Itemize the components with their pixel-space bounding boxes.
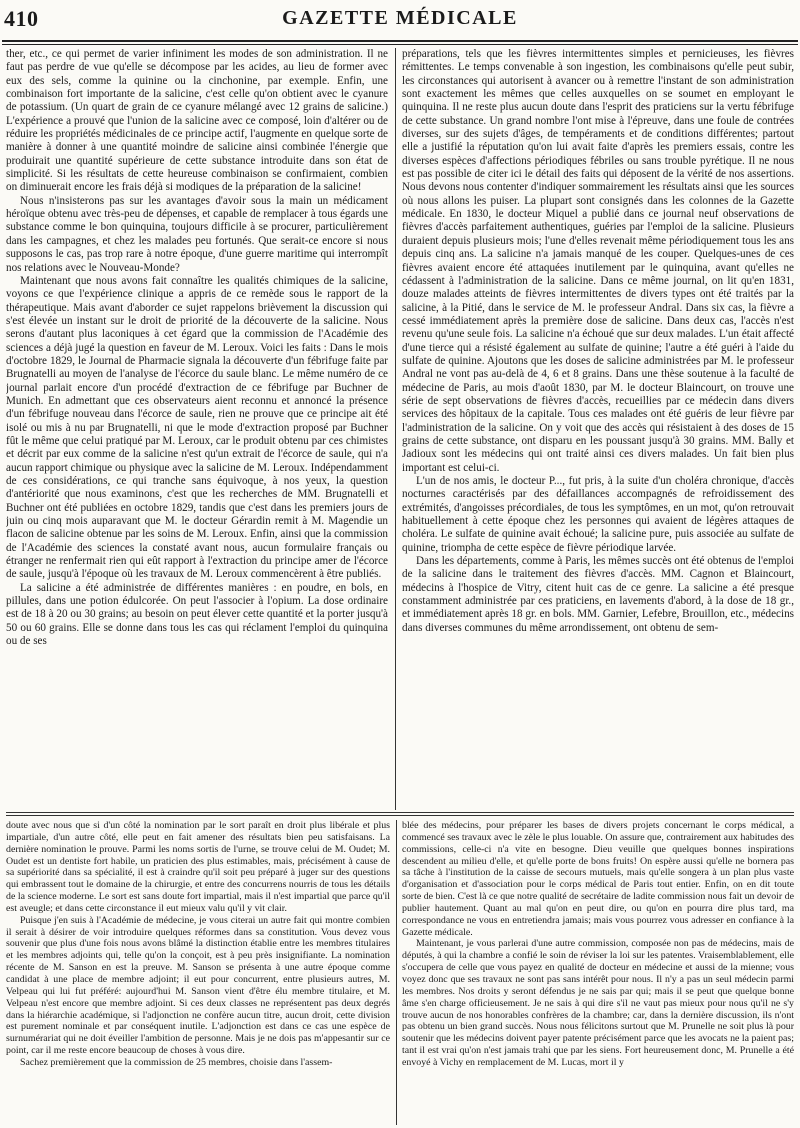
paragraph: Puisque j'en suis à l'Académie de médecine, je vous citerai un autre fait qui montre combien il serait à désirer de voir introduire quelques réformes dans sa constitution. Vous devez vous souvenir que plus d'une fois nous avons blâmé la distinction établie entre les membres titulaires et les membres adjoints qui, telle qu'on la conçoit, est à peu près insignifiante. La nomination récente de M. Sanson en est la preuve. M. Sanson se présenta à une autre époque comme candidat à une place de membre adjoint; il eut pour concurrent, entre plusieurs autres, M. Velpeau qui lui fut préféré: aujourd'hui M. Sanson vient d'être élu membre titulaire, et M. Velpeau n'est encore que membre adjoint. Si ces deux classes ne représentent pas deux degrés dans la hiérarchie académique, si l'adjonction ne confère aucun titre, aucun droit, cette division est purement nominale et par conséquent inutile. L'adjonction est dans ce cas une espèce de surnumérariat qui ne doit éveiller l'ambition de personne. Mais je ne dois pas m'appesantir sur ce point, car il me reste encore beaucoup de choses à vous dire. (6, 914, 390, 1057)
paragraph: Sachez premièrement que la commission de 25 membres, choisie dans l'assem- (20, 1056, 333, 1068)
paragraph: L'un de nos amis, le docteur P..., fut pris, à la suite d'un choléra chronique, d'accès nocturnes caractérisés par des défaillances accompagnés de refroidissement des extrémités, d'angoisses précordiales, de tous les symptômes, en un mot, qu'on retrouvait habituellement à cette époque chez les personnes qui avaient de légères attaques de choléra. Le sulfate de quinine avait échoué; la salicine pure, puis associée au sulfate de quinine, triompha de cette espèce de fièvre périodique larvée. (402, 475, 794, 554)
header-rule (2, 40, 798, 42)
paragraph: blée des médecins, pour préparer les bases de divers projets concernant le corps médical, a commencé ses travaux avec le zèle le plus louable. On assure que, contrairement aux habitudes des commissions, celle-ci n'a vite en besogne. Dieu veuille que quelques bonnes inspirations descendent au milieu d'elle, et qu'elle porte de bons fruits! On espère aussi qu'elle ne bornera pas sa tâche à l'institution de la caisse de secours mutuels, mais qu'elle songera à un plan plus vaste d'organisation et d'association pour le corps médical de Paris tout entier. Enfin, on en dit toute sorte de bien. C'est là ce que notre qualité de secrétaire de ladite commission nous fait un devoir de publier hautement. Quant au mal qu'on en peut dire, ou qu'on en pourra dire plus tard, ma correspondance ne vous en entretiendra jamais; mais vous pourrez vous adresser en confiance à la Gazette médicale. (402, 820, 794, 938)
paragraph: doute avec nous que si d'un côté la nomination par le sort paraît en droit plus libérale et plus impartiale, d'un autre côté, elle peut en fait amener des résultats bien peu satisfaisans. La dernière nomination le prouve. Parmi les noms sortis de l'urne, se trouve celui de M. Oudet; M. Oudet est un dentiste fort habile, un praticien des plus estimables, mais, précisément à cause de sa supériorité dans sa spécialité, il est à craindre qu'il soit peu préparé à juger sur des questions qui embrassent tout le domaine de la chirurgie, et entre des concurrens nourris de tous les détails de la science moderne. Le sort est sans doute fort impartial, mais il n'est impartial que parce qu'il est aveugle; et dans cette circonstance il eut mieux valu qu'il y vit clair. (6, 820, 390, 914)
feuilleton-rule-second (6, 815, 794, 816)
feuilleton-left-column (6, 820, 390, 1125)
column-divider (395, 48, 396, 810)
feuilleton-column-divider (396, 820, 397, 1125)
page-header (0, 0, 800, 40)
paragraph: Dans les départements, comme à Paris, les mêmes succès ont été obtenus de l'emploi de la salicine dans le traitement des fièvres d'accès. MM. Cagnon et Blaincourt, médecins à l'hospice de Vitry, citent huit cas de ce genre. La salicine a été presque constamment administrée par ces praticiens, en lavements d'abord, à la dose de 18 gr., et immédiatement après 18 gr. en bols. MM. Garnier, Lefebre, Brouillon, etc., médecins dans diverses communes du même arrondissement, ont obtenu de sem- (402, 555, 794, 634)
paragraph: La salicine a été administrée de différentes manières : en poudre, en bols, en pillules, dans une potion édulcorée. On peut l'associer à l'opium. La dose ordinaire est de 18 à 20 ou 30 grains; au besoin on peut élever cette quantité et la porter jusqu'à 50 ou 60 grains. Elle se donne dans tous les cas qui réclament l'emploi du quinquina ou de ses (6, 581, 388, 648)
feuilleton-rule (6, 812, 794, 813)
paragraph: Maintenant, je vous parlerai d'une autre commission, composée non pas de médecins, mais de députés, à qui la chambre a confié le soin de réviser la loi sur les patentes. Vraisemblablement, elle s'occupera de celle que vous payez en qualité de docteur en médecine et aussi de la mienne; vous voyez donc que ses travaux ne sont pas sans intérêt pour nous. Il n'y a pas un seul médecin parmi les membres. Nos droits y seront défendus je ne sais par qui; mais il se peut que quelque bonne âme s'en charge officieusement. Je ne sais à qui dire s'il ne vaut pas mieux pour nous qu'il ne s'y trouve aucun de nos honorables confrères de la chambre; car, dans la dernière discussion, ils n'ont pas obtenu un bien grand succès. Nous nous félicitons surtout que M. Prunelle ne soit plus là pour soutenir que les médecins doivent payer patente précisément parce que les avocats ne la paient pas; tant il est vrai qu'on n'est jamais trahi que par les siens. Fort heureusement donc, M. Prunelle a été envoyé à Vichy en remplacement de M. Lucas, mort il y (402, 938, 794, 1068)
paragraph: ther, etc., ce qui permet de varier infiniment les modes de son administration. Il ne faut pas perdre de vue qu'elle se décompose par les acides, au lieu de former avec eux des sels, comme la quinine ou la cinchonine, par exemple. Enfin, une combinaison fort importante de la salicine, c'est celle qu'on obtient avec le cyanure de potassium. (Un quart de grain de ce cyanure mélangé avec 12 grains de salicine.) L'expérience a prouvé que l'union de la salicine avec ce composé, loin d'altérer ou de réduire les propriétés médicinales de ce principe actif, l'augmente en quelque sorte de manière à donner à une quantité moindre de salicine ainsi combinée l'énergie que produirait une quantité supérieure de cette substance introduite dans son état de simplicité. Si les résultats de cette heureuse combinaison se confirmaient, combien on diminuerait encore les frais déjà si modiques de la préparation de la salicine! (6, 48, 388, 194)
feuilleton-right-column (402, 820, 794, 1125)
running-title: GAZETTE MÉDICALE (282, 7, 518, 29)
paragraph: Maintenant que nous avons fait connaître les qualités chimiques de la salicine, voyons ce que l'expérience clinique a appris de ce remède sous le rapport de la thérapeutique. Mais avant d'aborder ce sujet rappelons brièvement la discussion qui s'est élevée un instant sur le droit de priorité de la découverte de la salicine. Nous serons d'autant plus laconiques à cet égard que la commission de l'Académie des sciences a déjà jugé la question en faveur de M. Leroux. Voici les faits : Dans le mois d'octobre 1829, le Journal de Pharmacie signala la découverte d'un fébrifuge faite par Brugnatelli au moyen de l'analyse de l'écorce du saule blanc. Le même numéro de ce journal parlait encore d'un procédé d'extraction de ce fébrifuge par Buchner de Munich. En admettant que ces observateurs aient reconnu et annoncé la présence d'un fébrifuge nouveau dans l'écorce de saule, rien ne prouve que ce principe ait été isolé ou mis à nu par Brugnatelli, ni que le mode d'extraction proposé par Buchner fût le même que celui pratiqué par M. Leroux, car le produit obtenu par ces chimistes et décrit par eux comme de la salicine n'est qu'un extrait de l'écorce de saule, qui n'a aucun rapport chimique ou physique avec la salicine de M. Leroux. Indépendamment de ces considérations, ce qui tranche sans équivoque, à nos yeux, la question d'antériorité que nous examinons, c'est que les recherches de MM. Brugnatelli et Buchner ont été publiées en octobre 1829, tandis que c'est dans les premiers jours de juin ou cinq mois auparavant que M. le docteur Gérardin remit à M. Magendie un flacon de salicine obtenue par les soins de M. Leroux. Enfin, ainsi que la commission de l'Académie des sciences la constaté avant nous, aucun formulaire français ou étranger ne renfermait rien qui eût rapport à l'extraction du principe amer de l'écorce de saule, jusqu'à l'époque où les travaux de M. Leroux commencèrent à être publiés. (6, 274, 388, 581)
main-right-column (402, 48, 794, 808)
paragraph: préparations, tels que les fièvres intermittentes simples et pernicieuses, les fièvres rémittentes. Le temps convenable à son ingestion, les combinaisons qu'elle peut subir, les circonstances qui autorisent à avancer ou à remettre l'instant de son administration sont exactement les mêmes que celles auxquelles on se soumet en employant le quinquina. Il ne reste plus aucun doute dans l'esprit des praticiens sur la vertu fébrifuge de cette substance. Un grand nombre l'ont mise à l'épreuve, dans une foule de contrées diverses, sur des sujets d'âges, de tempéraments et de conditions différentes; partout elle a justifié la réputation qu'on lui avait faite d'après les premiers essais, contre les diverses espèces d'affections périodiques fébriles ou sans trouble pyrétique. Il ne nous est pas possible de citer ici le détail des faits qui déposent de la vérité de nos assertions. Nous devons nous contenter d'indiquer sommairement les résultats ainsi que les sources où nous allons les puiser. La plupart sont consignés dans les colonnes de la Gazette médicale. En 1830, le docteur Miquel a publié dans ce journal neuf observations de fièvres d'accès parfaitement authentiques, guéries par l'emploi de la salicine. Plusieurs duraient depuis plusieurs mois; l'une d'elles revenait même périodiquement tous les ans depuis cinq ans. La salicine n'a jamais manqué de les couper. Quelques-unes de ces fièvres avaient encore été attaquées inutilement par le quinquina, avant qu'elles ne cédassent à l'administration de la salicine. Dans ce même journal, on lit qu'en 1831, douze malades atteints de fièvres intermittentes de divers types ont été traités par la salicine, à la Pitié, dans le service de M. le professeur Andral. Dans six cas, la fièvre a cessé immédiatement après la première dose de salicine. Dans deux cas, l'accès n'est revenu qu'une seule fois. La salicine n'a échoué que sur deux malades. L'un était affecté d'une tierce qui a résisté également au sulfate de quinine; l'autre a été guéri à l'aide du sulfate de quinine. Ajoutons que les doses de salicine administrées par M. le professeur Andral ne vont pas au-delà de 4, 6 et 8 grains. Dans une thèse soutenue à la faculté de médecine de Paris, au mois d'août 1830, par M. le docteur Blaincourt, on trouve une série de sept observations de fièvres d'accès, recueillies par ce médecin dans divers services des hôpitaux de la capitale. Tous ces malades ont été guéris de leur fièvre par l'administration de la salicine. On y voit que des accès qui résistaient à des doses de 15 grains de cette substance, ont disparu en les poussant jusqu'à 30 grains. MM. Bally et Jadioux sont les médecins qui ont traité ainsi ces divers malades. Un fait bien plus important est celui-ci. (402, 48, 794, 474)
paragraph: Nous n'insisterons pas sur les avantages d'avoir sous la main un médicament héroïque obtenu avec très-peu de dépenses, et capable de remplacer à tous égards une substance comme le bon quinquina, toujours difficile à se procurer, particulièrement dans les campagnes, et chez les malades peu fortunés. Que serait-ce encore si nous supposons le cas, pas trop rare à notre époque, d'une guerre maritime qui interrompît nos relations avec le Nouveau-Monde? (6, 194, 388, 274)
page-number: 410 (4, 6, 39, 31)
main-left-column (6, 48, 388, 808)
header-rule-thin (2, 44, 798, 45)
